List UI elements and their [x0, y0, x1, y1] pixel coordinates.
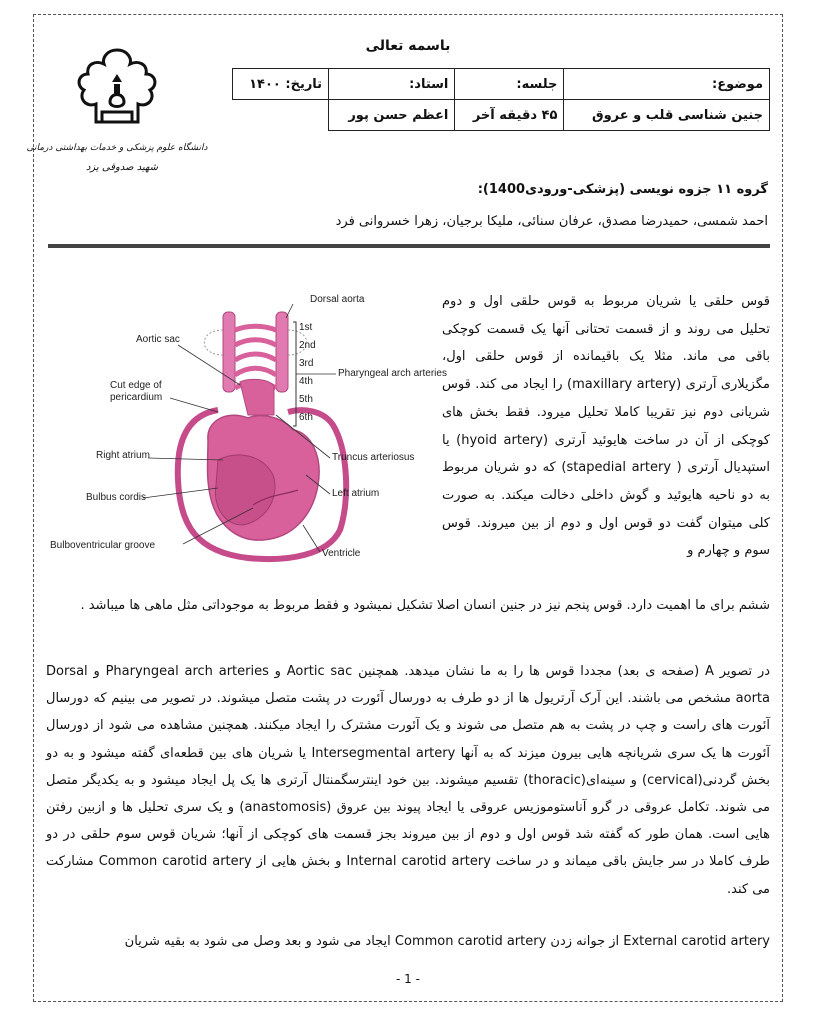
subject-value: جنین شناسی قلب و عروق [564, 100, 770, 131]
embryonic-heart-figure [48, 290, 448, 590]
arch-number-2: 2nd [299, 340, 316, 351]
label-dorsal-aorta: Dorsal aorta [310, 294, 365, 305]
label-ventricle: Ventricle [322, 548, 361, 559]
group-members: احمد شمسی، حمیدرضا مصدق، عرفان سنائی، ملیکا برجیان، زهرا خسروانی فرد [335, 214, 768, 229]
university-line1: دانشگاه علوم پزشکی و خدمات بهداشتی درمانی [26, 143, 208, 153]
university-logo [26, 42, 208, 182]
label-truncus-arteriosus: Truncus arteriosus [332, 452, 415, 463]
subject-label: موضوع: [564, 69, 770, 100]
arch-number-5: 5th [299, 394, 313, 405]
lecture-info-table [232, 68, 770, 131]
side-paragraph: قوس حلقی یا شریان مربوط به قوس حلقی اول و دوم تحلیل می روند و از قسمت تحتانی آنها یک قسمت کوچکی باقی می ماند. مثلا یک باقیمانده از قوس حلقی اول، مگزیلاری آرتری (maxillary artery) را ایجاد می کند. قوس شریانی دوم نیز تقریبا کاملا تحلیل میرود. فقط بخش های کوچکی از آن در ساخت هایوئید آرتری (hyoid artery) یا استپدیال آرتری ( stapedial artery) که دو شریان مربوط به دو ناحیه هایوئید و گوش داخلی دخالت میکند. به صورت کلی میتوان گفت دو قوس اول و دوم از بین میروند. قوس سوم و چهارم و [442, 294, 770, 559]
continuation-paragraph: ششم برای ما اهمیت دارد. قوس پنجم نیز در جنین انسان اصلا تشکیل نمیشود و فقط مربوط به موجوداتی مثل ماهی ها میباشد . [80, 598, 770, 613]
aortic-sac [240, 379, 274, 415]
final-paragraph: External carotid artery از جوانه زدن Common carotid artery ایجاد می شود و بعد وصل می شود به بقیه شریان [124, 934, 770, 949]
label-right-atrium: Right atrium [96, 450, 150, 461]
arch-number-4: 4th [299, 376, 313, 387]
page-header-title: باسمه تعالی [365, 38, 451, 54]
session-label: جلسه: [455, 69, 564, 100]
label-bulbus-cordis: Bulbus cordis [86, 492, 147, 503]
arch-arteries [235, 326, 276, 388]
label-bulboventricular-groove: Bulboventricular groove [50, 540, 156, 551]
session-value: ۴۵ دقیقه آخر [455, 100, 564, 131]
label-left-atrium: Left atrium [332, 488, 380, 499]
label-aortic-sac: Aortic sac [136, 334, 180, 345]
university-line2: شهید صدوقی یزد [85, 162, 159, 173]
label-cut-edge-2: pericardium [110, 392, 163, 403]
arch-number-1: 1st [299, 322, 313, 333]
group-title: گروه ۱۱ جزوه نویسی (پزشکی-ورودی1400): [477, 182, 768, 197]
main-paragraph: در تصویر A (صفحه ی بعد) مجددا قوس ها را به ما نشان میدهد. همچنین Aortic sac و Pharyngeal arch arteries و Dorsal aorta مشخص می باشند. این آرک آرتریول ها از دو طرف به دورسال آئورت در پشت متصل میشوند. در تصویر می بینیم که دورسال آئورت های راست و چپ در پشت به هم متصل می شوند و یک آئورت مشترک را ایجاد میکنند. همچنین مشاهده می شود از دورسال آئورت ها یک سری شریانچه هایی بیرون میزند که به آنها Intersegmental artery یا شریان های بین قطعه‌ای گفته میشود و به دو بخش گردنی(cervical) و سینه‌ای(thoracic) تقسیم میشوند. بین خود اینترسگمنتال آرتری ها یک پل ایجاد میشود و به یکدیگر متصل می شوند. تکامل عروقی در گرو آناستوموزیس عروقی یا ایجاد پیوند بین عروق (anastomosis) و یک سری تحلیل ها و ازبین رفتن هایی است. همان طور که گفته شد قوس اول و دوم از بین میروند بجز قسمت های کوچکی از آنها؛ شریان قوس سوم حلقی در دو طرف کاملا در سر جایش باقی میماند و در ساخت Internal carotid artery و بخش هایی از Common carotid artery مشارکت می کند. [46, 664, 771, 897]
arch-number-6: 6th [299, 412, 313, 423]
label-pharyngeal-arch-arteries: Pharyngeal arch arteries [338, 368, 447, 379]
arch-loops [204, 330, 307, 355]
date-label: تاریخ: ۱۴۰۰ [233, 69, 329, 100]
page-number: - 1 - [396, 972, 420, 986]
teacher-value: اعظم حسن پور [329, 100, 455, 131]
teacher-label: استاد: [329, 69, 455, 100]
date-value-empty [233, 100, 329, 131]
arch-number-3: 3rd [299, 358, 314, 369]
label-cut-edge-1: Cut edge of [110, 380, 162, 391]
section-divider [48, 244, 770, 248]
